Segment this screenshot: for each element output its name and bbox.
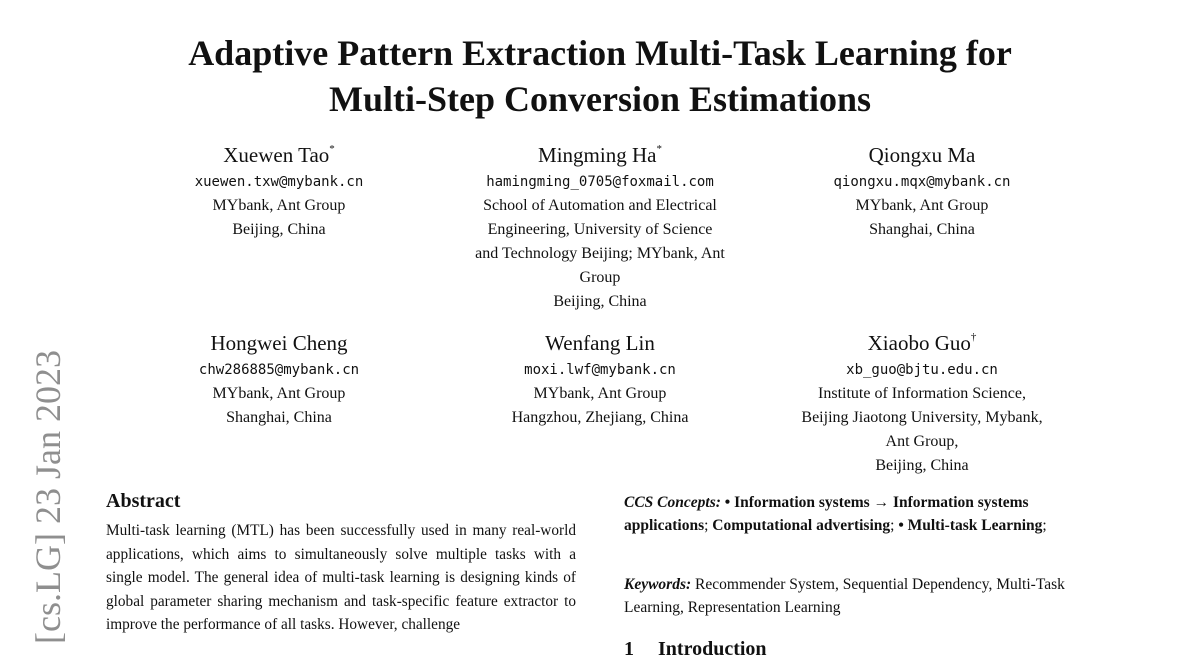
author-block [119,140,439,242]
author-affiliation-line: Beijing Jiaotong University, Mybank, [801,409,1043,426]
author-mark: * [656,143,662,155]
author-email[interactable]: qiongxu.mqx@mybank.cn [833,174,1011,190]
title-line-1: Adaptive Pattern Extraction Multi-Task Learning for [188,33,1012,73]
keywords-label: Keywords: [624,576,692,593]
arrow-icon: → [873,494,890,511]
author-affiliation-line: MYbank, Ant Group [855,197,989,214]
author-block [762,328,1082,478]
author-affiliation-line: Beijing, China [553,293,647,310]
ccs-item: Computational advertising [712,517,891,534]
keywords [624,573,1110,619]
author-email[interactable]: xuewen.txw@mybank.cn [194,174,364,190]
author-affiliation-line: Beijing, China [232,221,326,238]
author-affiliation-line: Engineering, University of Science [487,221,713,238]
keywords-text: Recommender System, Sequential Dependency, Multi-Task Learning, Representation Learning [624,576,1065,616]
author-name: Xiaobo Guo† [867,331,977,355]
ccs-label: CCS Concepts: [624,494,721,511]
author-affiliation-line: Hangzhou, Zhejiang, China [511,409,689,426]
author-affiliation-line: Beijing, China [875,457,969,474]
author-affiliation-line: Institute of Information Science, [818,385,1026,402]
author-block [440,140,760,314]
ccs-end: ; [1042,517,1047,534]
title-line-2: Multi-Step Conversion Estimations [328,79,872,119]
arxiv-side-stamp: [cs.LG] 23 Jan 2023 [28,350,68,644]
author-affiliation-line: Ant Group, [885,433,959,450]
section-heading-introduction [624,636,767,662]
abstract-heading: Abstract [106,490,181,512]
author-affiliation-line: MYbank, Ant Group [212,197,346,214]
author-email[interactable]: chw286885@mybank.cn [198,362,360,378]
author-affiliation-line: School of Automation and Electrical [483,197,717,214]
section-title: Introduction [658,638,767,660]
author-affiliation-line: Shanghai, China [869,221,975,238]
ccs-item-prefix: • Information systems [724,494,870,511]
author-name: Xuewen Tao* [223,143,335,167]
author-email[interactable]: moxi.lwf@mybank.cn [524,362,676,378]
author-mark: * [329,143,335,155]
abstract-text: Multi-task learning (MTL) has been successfully used in many real-world applications, which aims to simultaneously solve multiple tasks with a single model. The general idea of multi-task learning is designing kinds of global parameter sharing mechanism and task-specific feature extractor to improve the performance of all tasks. However, challenge [106,522,576,633]
author-affiliation-line: MYbank, Ant Group [533,385,667,402]
author-block [440,328,760,430]
author-name: Qiongxu Ma [868,143,976,167]
author-email[interactable]: xb_guo@bjtu.edu.cn [846,362,998,378]
author-block [119,328,439,430]
author-name: Hongwei Cheng [210,331,348,355]
author-mark: † [970,331,977,343]
ccs-concepts [624,491,1110,537]
author-affiliation-line: and Technology Beijing; MYbank, Ant [475,245,725,262]
ccs-separator: ; [704,517,709,534]
author-affiliation-line: MYbank, Ant Group [212,385,346,402]
author-name: Mingming Ha* [538,143,662,167]
author-block [762,140,1082,242]
ccs-item: • Multi-task Learning [898,517,1043,534]
ccs-item-rest: Information systems applications [624,494,1029,534]
paper-title [0,30,1200,122]
author-name: Wenfang Lin [545,331,655,355]
author-affiliation-line: Group [579,269,621,286]
author-email[interactable]: hamingming_0705@foxmail.com [486,174,714,190]
author-affiliation-line: Shanghai, China [226,409,332,426]
ccs-separator: ; [890,517,895,534]
section-number: 1 [624,638,634,660]
